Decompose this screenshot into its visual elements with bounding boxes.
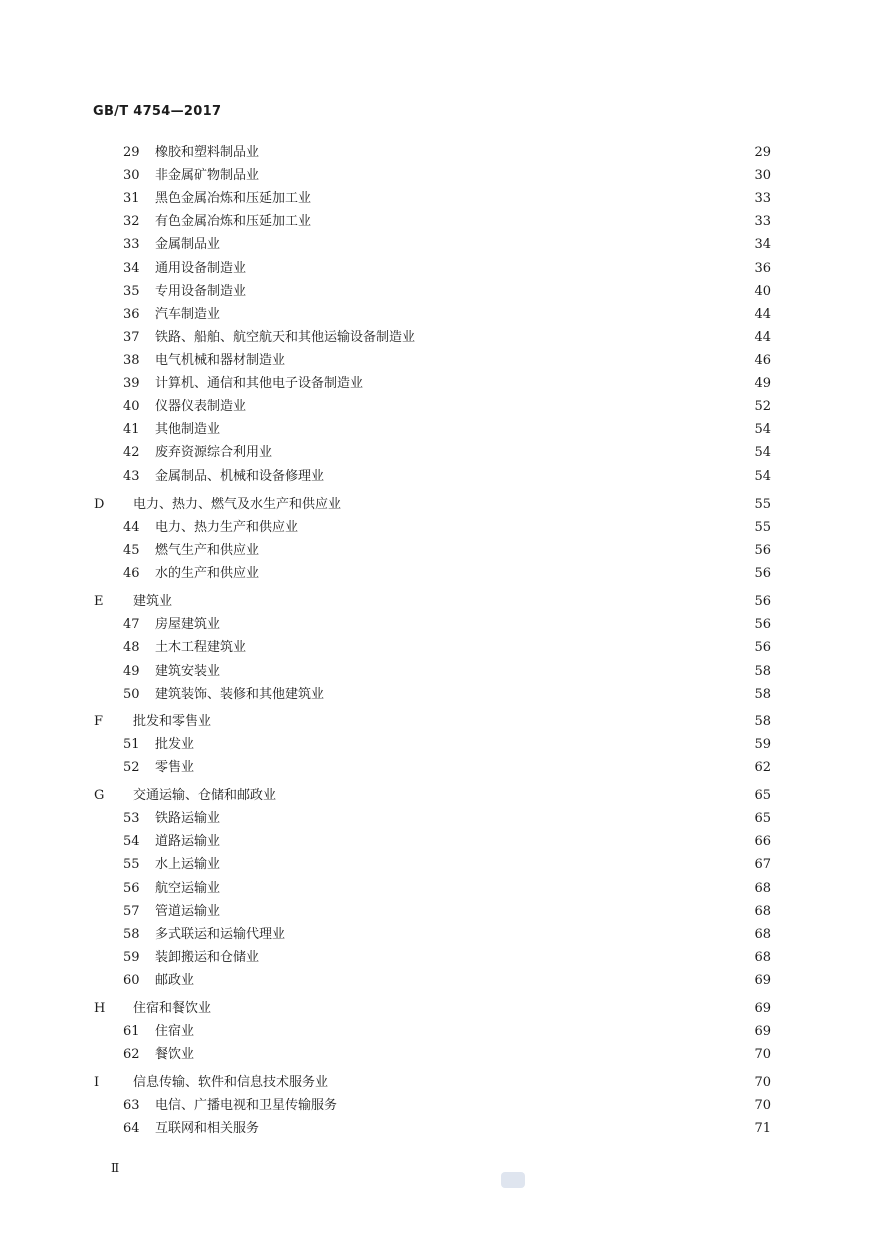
- toc-entry-leader: [155, 1022, 748, 1042]
- toc-entry-leader: [133, 495, 748, 515]
- dot-leader: [263, 166, 742, 186]
- toc-entry-row[interactable]: [0, 925, 875, 945]
- toc-entry-number: 30: [123, 168, 140, 183]
- toc-entry-page-number: 69: [754, 1024, 771, 1039]
- toc-entry-title: 餐饮业: [155, 1047, 195, 1062]
- toc-entry-number: 34: [123, 261, 140, 276]
- toc-entry-leader: [133, 592, 748, 612]
- toc-entry-title: 电力、热力、燃气及水生产和供应业: [133, 497, 342, 512]
- toc-entry-row[interactable]: [0, 902, 875, 922]
- toc-entry-leader: [155, 143, 748, 163]
- toc-entry-title: 建筑安装业: [155, 664, 221, 679]
- toc-entry-page-number: 49: [754, 376, 771, 391]
- toc-entry-title: 装卸搬运和仓储业: [155, 950, 260, 965]
- dot-leader: [176, 592, 742, 612]
- toc-entry-title: 道路运输业: [155, 834, 221, 849]
- toc-entry-title: 橡胶和塑料制品业: [155, 145, 260, 160]
- toc-entry-leader: [133, 786, 748, 806]
- dot-leader: [315, 189, 742, 209]
- dot-leader: [263, 1119, 742, 1139]
- dot-leader: [328, 685, 742, 705]
- toc-entry-title: 铁路、船舶、航空航天和其他运输设备制造业: [155, 330, 416, 345]
- toc-entry-page-number: 59: [754, 737, 771, 752]
- toc-entry-leader: [155, 902, 748, 922]
- toc-entry-title: 住宿和餐饮业: [133, 1001, 212, 1016]
- toc-entry-row[interactable]: [0, 1022, 875, 1042]
- toc-entry-leader: [155, 662, 748, 682]
- toc-entry-page-number: 67: [754, 857, 771, 872]
- toc-entry-title: 燃气生产和供应业: [155, 543, 260, 558]
- toc-entry-page-number: 44: [754, 330, 771, 345]
- toc-entry-page-number: 69: [754, 973, 771, 988]
- dot-leader: [332, 1073, 742, 1093]
- toc-entry-row[interactable]: [0, 443, 875, 463]
- toc-entry-number: 62: [123, 1047, 140, 1062]
- toc-entry-title: 水的生产和供应业: [155, 566, 260, 581]
- toc-entry-row[interactable]: [0, 832, 875, 852]
- toc-entry-number: 39: [123, 376, 140, 391]
- toc-entry-leader: [155, 541, 748, 561]
- toc-entry-leader: [155, 166, 748, 186]
- toc-entry-row[interactable]: [0, 305, 875, 325]
- toc-entry-leader: [155, 189, 748, 209]
- toc-section-row[interactable]: [0, 1073, 875, 1093]
- toc-entry-page-number: 40: [754, 284, 771, 299]
- toc-entry-leader: [155, 420, 748, 440]
- toc-entry-page-number: 44: [754, 307, 771, 322]
- toc-entry-number: 43: [123, 469, 140, 484]
- toc-entry-page-number: 70: [754, 1098, 771, 1113]
- toc-entry-leader: [133, 712, 748, 732]
- toc-entry-title: 电气机械和器材制造业: [155, 353, 286, 368]
- toc-entry-leader: [155, 638, 748, 658]
- toc-entry-number: 55: [123, 857, 140, 872]
- page-folio: Ⅱ: [111, 1161, 120, 1175]
- toc-entry-leader: [155, 971, 748, 991]
- toc-entry-title: 废弃资源综合利用业: [155, 445, 273, 460]
- toc-entry-number: 41: [123, 422, 140, 437]
- toc-entry-row[interactable]: [0, 541, 875, 561]
- toc-entry-title: 多式联运和运输代理业: [155, 927, 286, 942]
- toc-entry-leader: [155, 685, 748, 705]
- dot-leader: [224, 305, 742, 325]
- toc-entry-number: 45: [123, 543, 140, 558]
- toc-section-row[interactable]: [0, 786, 875, 806]
- toc-entry-page-number: 56: [754, 617, 771, 632]
- toc-entry-row[interactable]: [0, 615, 875, 635]
- toc-entry-title: 金属制品业: [155, 237, 221, 252]
- toc-entry-row[interactable]: [0, 259, 875, 279]
- toc-entry-row[interactable]: [0, 1119, 875, 1139]
- toc-entry-number: 58: [123, 927, 140, 942]
- toc-entry-leader: [155, 282, 748, 302]
- toc-entry-row[interactable]: [0, 879, 875, 899]
- toc-entry-page-number: 70: [754, 1075, 771, 1090]
- toc-entry-leader: [155, 1045, 748, 1065]
- toc-entry-leader: [155, 351, 748, 371]
- toc-entry-number: 52: [123, 760, 140, 775]
- toc-entry-page-number: 56: [754, 594, 771, 609]
- toc-entry-number: 64: [123, 1121, 140, 1136]
- toc-entry-page-number: 71: [754, 1121, 771, 1136]
- dot-leader: [345, 495, 742, 515]
- dot-leader: [224, 809, 742, 829]
- dot-leader: [224, 662, 742, 682]
- toc-entry-page-number: 58: [754, 664, 771, 679]
- toc-entry-leader: [155, 1119, 748, 1139]
- toc-entry-row[interactable]: [0, 809, 875, 829]
- toc-entry-number: 36: [123, 307, 140, 322]
- toc-entry-number: E: [94, 594, 104, 609]
- watermark-logo: [501, 1172, 525, 1188]
- dot-leader: [328, 467, 742, 487]
- toc-entry-leader: [155, 374, 748, 394]
- toc-entry-leader: [155, 564, 748, 584]
- dot-leader: [250, 397, 742, 417]
- dot-leader: [263, 564, 742, 584]
- toc-entry-page-number: 56: [754, 566, 771, 581]
- toc-entry-leader: [155, 467, 748, 487]
- toc-entry-title: 交通运输、仓储和邮政业: [133, 788, 277, 803]
- toc-entry-title: 建筑装饰、装修和其他建筑业: [155, 687, 325, 702]
- toc-section-row[interactable]: [0, 712, 875, 732]
- toc-entry-row[interactable]: [0, 948, 875, 968]
- toc-entry-leader: [155, 235, 748, 255]
- toc-entry-page-number: 29: [754, 145, 771, 160]
- dot-leader: [224, 879, 742, 899]
- toc-entry-title: 邮政业: [155, 973, 195, 988]
- dot-leader: [224, 615, 742, 635]
- toc-entry-title: 专用设备制造业: [155, 284, 247, 299]
- dot-leader: [263, 541, 742, 561]
- toc-entry-title: 黑色金属冶炼和压延加工业: [155, 191, 312, 206]
- toc-entry-page-number: 68: [754, 881, 771, 896]
- toc-entry-page-number: 65: [754, 811, 771, 826]
- toc-entry-page-number: 46: [754, 353, 771, 368]
- toc-entry-page-number: 54: [754, 445, 771, 460]
- dot-leader: [215, 712, 742, 732]
- toc-entry-row[interactable]: [0, 1045, 875, 1065]
- toc-entry-page-number: 33: [754, 191, 771, 206]
- toc-entry-number: 42: [123, 445, 140, 460]
- toc-entry-page-number: 34: [754, 237, 771, 252]
- toc-entry-row[interactable]: [0, 1096, 875, 1116]
- toc-entry-number: 51: [123, 737, 140, 752]
- toc-entry-row[interactable]: [0, 351, 875, 371]
- toc-entry-row[interactable]: [0, 374, 875, 394]
- toc-entry-number: 32: [123, 214, 140, 229]
- toc-section-row[interactable]: [0, 495, 875, 515]
- toc-entry-title: 土木工程建筑业: [155, 640, 247, 655]
- toc-entry-number: 63: [123, 1098, 140, 1113]
- toc-entry-row[interactable]: [0, 638, 875, 658]
- standard-code: GB/T 4754—2017: [93, 104, 222, 119]
- toc-entry-leader: [155, 855, 748, 875]
- toc-entry-leader: [155, 735, 748, 755]
- dot-leader: [367, 374, 742, 394]
- dot-leader: [280, 786, 742, 806]
- toc-entry-page-number: 54: [754, 469, 771, 484]
- toc-entry-leader: [155, 397, 748, 417]
- toc-entry-leader: [155, 305, 748, 325]
- toc-entry-number: 33: [123, 237, 140, 252]
- toc-entry-row[interactable]: [0, 282, 875, 302]
- toc-entry-title: 金属制品、机械和设备修理业: [155, 469, 325, 484]
- toc-entry-title: 零售业: [155, 760, 195, 775]
- toc-entry-leader: [155, 809, 748, 829]
- toc-entry-leader: [155, 518, 748, 538]
- toc-entry-leader: [133, 1073, 748, 1093]
- toc-entry-row[interactable]: [0, 662, 875, 682]
- dot-leader: [263, 143, 742, 163]
- toc-entry-leader: [155, 615, 748, 635]
- toc-entry-leader: [155, 832, 748, 852]
- toc-entry-page-number: 66: [754, 834, 771, 849]
- toc-entry-number: H: [94, 1001, 106, 1016]
- toc-entry-title: 仪器仪表制造业: [155, 399, 247, 414]
- toc-entry-title: 管道运输业: [155, 904, 221, 919]
- dot-leader: [276, 443, 742, 463]
- toc-entry-title: 通用设备制造业: [155, 261, 247, 276]
- toc-entry-title: 铁路运输业: [155, 811, 221, 826]
- toc-entry-page-number: 65: [754, 788, 771, 803]
- toc-entry-row[interactable]: [0, 143, 875, 163]
- dot-leader: [250, 259, 742, 279]
- toc-entry-leader: [155, 443, 748, 463]
- dot-leader: [198, 758, 742, 778]
- toc-entry-page-number: 36: [754, 261, 771, 276]
- toc-entry-row[interactable]: [0, 564, 875, 584]
- dot-leader: [250, 282, 742, 302]
- toc-entry-number: G: [94, 788, 105, 803]
- dot-leader: [224, 832, 742, 852]
- toc-entry-title: 有色金属冶炼和压延加工业: [155, 214, 312, 229]
- toc-entry-number: 59: [123, 950, 140, 965]
- toc-entry-number: 29: [123, 145, 140, 160]
- toc-entry-leader: [155, 948, 748, 968]
- toc-entry-page-number: 58: [754, 714, 771, 729]
- toc-entry-title: 房屋建筑业: [155, 617, 221, 632]
- dot-leader: [315, 212, 742, 232]
- toc-entry-number: 54: [123, 834, 140, 849]
- toc-entry-leader: [155, 259, 748, 279]
- dot-leader: [198, 1022, 742, 1042]
- toc-entry-page-number: 68: [754, 904, 771, 919]
- dot-leader: [215, 999, 742, 1019]
- dot-leader: [302, 518, 742, 538]
- dot-leader: [198, 971, 742, 991]
- toc-entry-number: 31: [123, 191, 140, 206]
- toc-entry-number: 38: [123, 353, 140, 368]
- toc-entry-row[interactable]: [0, 735, 875, 755]
- toc-entry-number: F: [94, 714, 104, 729]
- toc-entry-leader: [155, 212, 748, 232]
- toc-entry-number: 47: [123, 617, 140, 632]
- toc-entry-leader: [133, 999, 748, 1019]
- toc-entry-row[interactable]: [0, 467, 875, 487]
- toc-entry-title: 水上运输业: [155, 857, 221, 872]
- toc-entry-leader: [155, 758, 748, 778]
- toc-entry-title: 其他制造业: [155, 422, 221, 437]
- toc-entry-row[interactable]: [0, 855, 875, 875]
- toc-entry-title: 航空运输业: [155, 881, 221, 896]
- toc-entry-row[interactable]: [0, 212, 875, 232]
- toc-entry-title: 互联网和相关服务: [155, 1121, 260, 1136]
- toc-entry-page-number: 69: [754, 1001, 771, 1016]
- toc-entry-title: 信息传输、软件和信息技术服务业: [133, 1075, 329, 1090]
- toc-entry-page-number: 62: [754, 760, 771, 775]
- toc-entry-title: 电力、热力生产和供应业: [155, 520, 299, 535]
- toc-entry-title: 建筑业: [133, 594, 173, 609]
- toc-entry-page-number: 52: [754, 399, 771, 414]
- toc-entry-row[interactable]: [0, 420, 875, 440]
- toc-entry-page-number: 33: [754, 214, 771, 229]
- toc-entry-number: 37: [123, 330, 140, 345]
- dot-leader: [341, 1096, 742, 1116]
- dot-leader: [250, 638, 742, 658]
- toc-entry-page-number: 56: [754, 543, 771, 558]
- dot-leader: [198, 735, 742, 755]
- toc-entry-number: D: [94, 497, 105, 512]
- toc-entry-row[interactable]: [0, 685, 875, 705]
- toc-entry-number: 60: [123, 973, 140, 988]
- toc-entry-number: 49: [123, 664, 140, 679]
- toc-entry-number: 46: [123, 566, 140, 581]
- toc-entry-page-number: 68: [754, 927, 771, 942]
- toc-entry-row[interactable]: [0, 328, 875, 348]
- toc-entry-title: 住宿业: [155, 1024, 195, 1039]
- toc-entry-title: 汽车制造业: [155, 307, 221, 322]
- toc-entry-row[interactable]: [0, 189, 875, 209]
- toc-entry-title: 批发业: [155, 737, 195, 752]
- toc-entry-title: 批发和零售业: [133, 714, 212, 729]
- toc-entry-row[interactable]: [0, 518, 875, 538]
- toc-entry-number: 56: [123, 881, 140, 896]
- toc-entry-page-number: 30: [754, 168, 771, 183]
- toc-entry-row[interactable]: [0, 166, 875, 186]
- dot-leader: [224, 420, 742, 440]
- toc-entry-row[interactable]: [0, 971, 875, 991]
- toc-entry-page-number: 55: [754, 497, 771, 512]
- dot-leader: [289, 351, 742, 371]
- toc-entry-number: 48: [123, 640, 140, 655]
- dot-leader: [198, 1045, 742, 1065]
- toc-entry-leader: [155, 328, 748, 348]
- toc-entry-page-number: 56: [754, 640, 771, 655]
- toc-entry-page-number: 54: [754, 422, 771, 437]
- toc-section-row[interactable]: [0, 999, 875, 1019]
- dot-leader: [289, 925, 742, 945]
- toc-entry-page-number: 58: [754, 687, 771, 702]
- toc-entry-title: 计算机、通信和其他电子设备制造业: [155, 376, 364, 391]
- dot-leader: [263, 948, 742, 968]
- toc-entry-page-number: 70: [754, 1047, 771, 1062]
- dot-leader: [224, 855, 742, 875]
- toc-entry-row[interactable]: [0, 235, 875, 255]
- dot-leader: [224, 902, 742, 922]
- toc-entry-leader: [155, 1096, 748, 1116]
- toc-entry-number: 61: [123, 1024, 140, 1039]
- toc-entry-number: 53: [123, 811, 140, 826]
- toc-entry-title: 电信、广播电视和卫星传输服务: [155, 1098, 338, 1113]
- toc-entry-page-number: 55: [754, 520, 771, 535]
- toc-entry-number: 50: [123, 687, 140, 702]
- toc-entry-page-number: 68: [754, 950, 771, 965]
- dot-leader: [419, 328, 742, 348]
- dot-leader: [224, 235, 742, 255]
- toc-entry-leader: [155, 925, 748, 945]
- toc-entry-row[interactable]: [0, 758, 875, 778]
- toc-section-row[interactable]: [0, 592, 875, 612]
- toc-entry-number: 35: [123, 284, 140, 299]
- toc-entry-title: 非金属矿物制品业: [155, 168, 260, 183]
- toc-entry-leader: [155, 879, 748, 899]
- toc-entry-number: 57: [123, 904, 140, 919]
- toc-entry-number: 44: [123, 520, 140, 535]
- toc-entry-number: 40: [123, 399, 140, 414]
- toc-entry-number: I: [94, 1075, 100, 1090]
- toc-entry-row[interactable]: [0, 397, 875, 417]
